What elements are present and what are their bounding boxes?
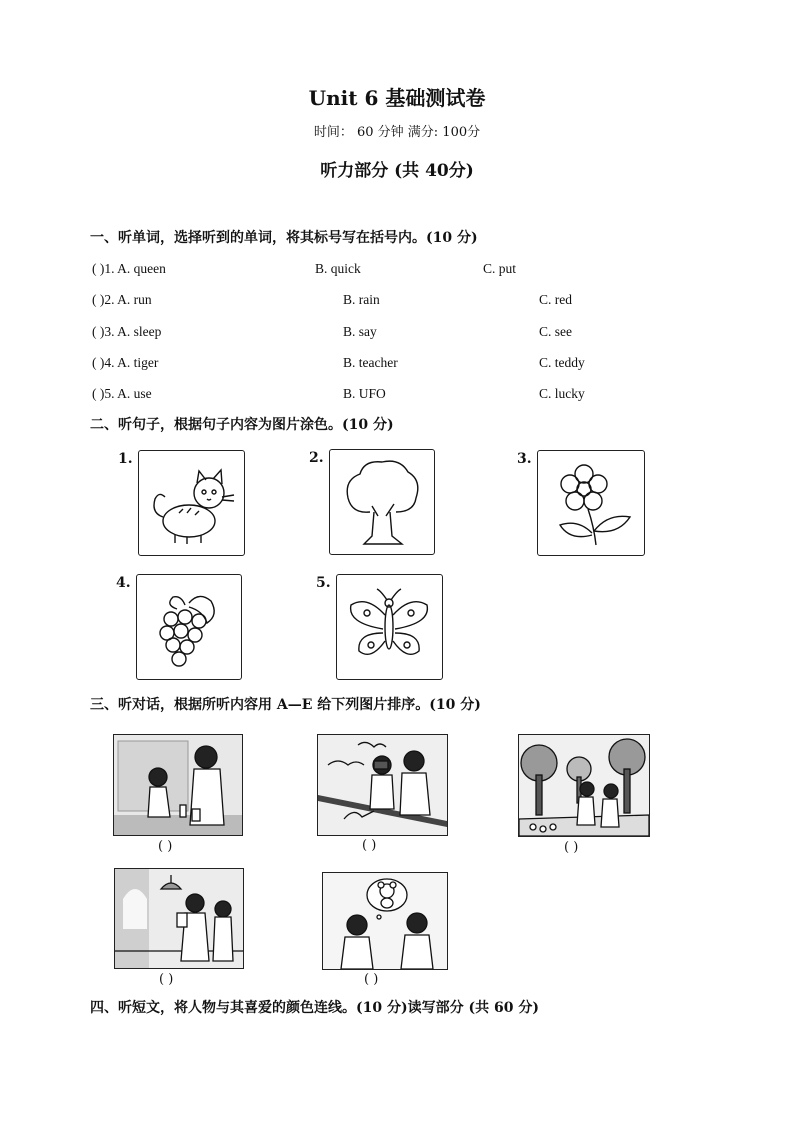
q2-option-c: C. red (539, 292, 572, 307)
lab-scene-icon (114, 735, 242, 835)
birdwatching-scene-icon (318, 735, 447, 835)
q5-option-a: ( )5. A. use (92, 386, 152, 401)
section-2-heading: 二、听句子，根据句子内容为图片涂色。(10 分) (90, 417, 394, 433)
scene-2-answer-blank[interactable]: ( ) (362, 838, 377, 853)
scene-birds-picture (317, 734, 448, 836)
room-scene-icon (115, 869, 243, 968)
q4-option-a: ( )4. A. tiger (92, 355, 159, 370)
scene-room-picture (114, 868, 244, 969)
butterfly-picture (336, 574, 443, 680)
pic-label-5: 5. (316, 575, 331, 591)
tree-picture (329, 449, 435, 555)
q4-option-c: C. teddy (539, 355, 585, 370)
pic-label-3: 3. (517, 451, 532, 467)
tree-icon (330, 450, 434, 554)
teddy-scene-icon (323, 873, 447, 969)
pic-label-1: 1. (118, 451, 133, 467)
scene-1-answer-blank[interactable]: ( ) (158, 839, 173, 854)
exam-meta: 时间： 60 分钟 满分: 100分 (313, 125, 481, 140)
cat-picture (138, 450, 245, 556)
park-scene-icon (519, 735, 649, 836)
scene-3-answer-blank[interactable]: ( ) (564, 840, 579, 855)
scene-teddy-picture (322, 872, 448, 970)
pic-label-2: 2. (309, 450, 324, 466)
q1-option-a: ( )1. A. queen (92, 261, 166, 276)
q5-option-b: B. UFO (343, 386, 386, 401)
scene-lab-picture (113, 734, 243, 836)
pic-label-4: 4. (116, 575, 131, 591)
section-1-heading: 一、听单词，选择听到的单词，将其标号写在括号内。(10 分) (90, 230, 478, 246)
q5-option-c: C. lucky (539, 386, 585, 401)
scene-4-answer-blank[interactable]: ( ) (159, 972, 174, 987)
scene-5-answer-blank[interactable]: ( ) (364, 972, 379, 987)
scene-park-picture (518, 734, 650, 837)
q2-option-a: ( )2. A. run (92, 292, 152, 307)
q4-option-b: B. teacher (343, 355, 398, 370)
flower-picture (537, 450, 645, 556)
q3-option-c: C. see (539, 324, 572, 339)
flower-icon (538, 451, 644, 555)
q1-option-b: B. quick (315, 261, 361, 276)
grapes-icon (137, 575, 241, 679)
q3-option-a: ( )3. A. sleep (92, 324, 162, 339)
cat-icon (139, 451, 244, 555)
q1-option-c: C. put (483, 261, 517, 276)
listening-part-title: 听力部分 (共 40分) (320, 161, 474, 181)
q3-option-b: B. say (343, 324, 377, 339)
section-4-heading: 四、听短文，将人物与其喜爱的颜色连线。(10 分)读写部分 (共 60 分) (90, 1000, 539, 1016)
q2-option-b: B. rain (343, 292, 380, 307)
butterfly-icon (337, 575, 442, 679)
page-title: Unit 6 基础测试卷 (308, 86, 486, 110)
grapes-picture (136, 574, 242, 680)
section-3-heading: 三、听对话，根据所听内容用 A—E 给下列图片排序。(10 分) (90, 697, 481, 713)
